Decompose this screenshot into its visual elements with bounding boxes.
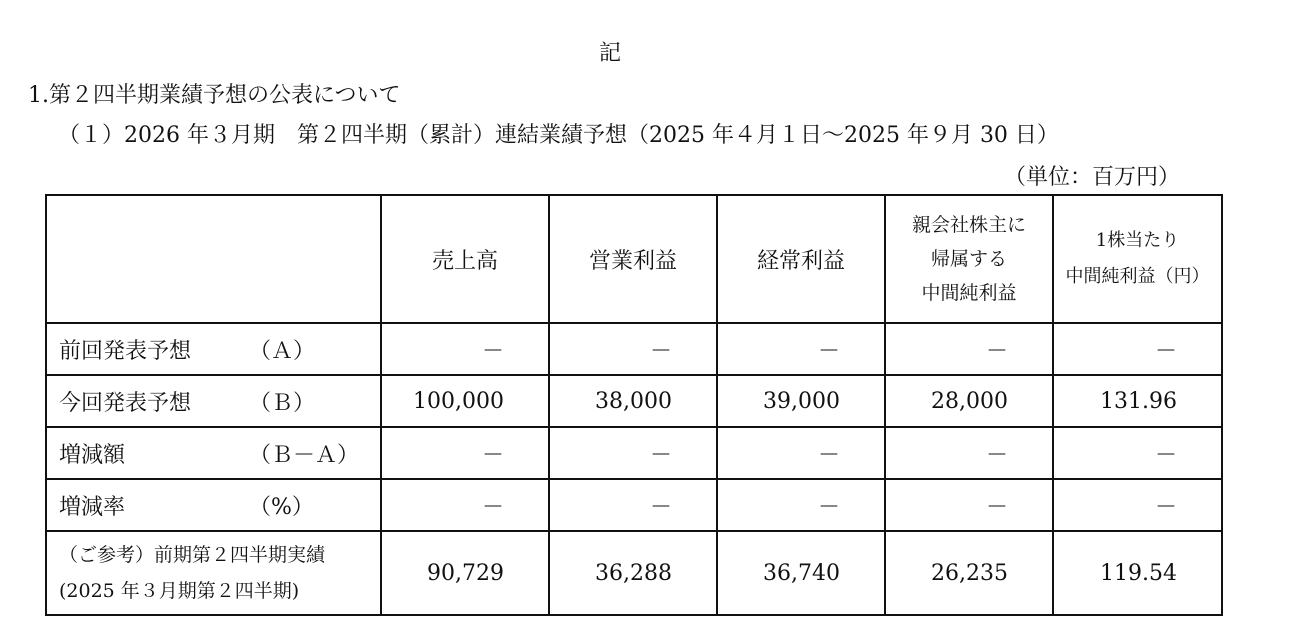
cell-operating-income: 38,000 <box>549 375 717 427</box>
cell-ordinary-income: － <box>717 479 885 531</box>
header-net-income-line3: 中間純利益 <box>921 282 1017 304</box>
cell-net-income: － <box>885 323 1053 375</box>
table-row-current-forecast <box>46 375 1222 427</box>
cell-operating-income: 36,288 <box>549 531 717 615</box>
unit-label: （単位：百万円） <box>1003 165 1180 190</box>
cell-eps: 131.96 <box>1053 375 1222 427</box>
ki-mark: 記 <box>598 41 621 66</box>
cell-sales: － <box>381 427 549 479</box>
table-row-previous-forecast <box>46 323 1222 375</box>
table-row-change-amount <box>46 427 1222 479</box>
cell-eps: 119.54 <box>1053 531 1222 615</box>
cell-sales: 100,000 <box>381 375 549 427</box>
header-eps-line2: 中間純利益（円） <box>1065 266 1210 287</box>
row-label-paren: （Ｂ） <box>249 390 316 416</box>
row-label-text: 増減率 <box>59 494 126 520</box>
header-net-income-line1: 親会社株主に <box>911 214 1026 236</box>
cell-operating-income: － <box>549 427 717 479</box>
cell-ordinary-income: 36,740 <box>717 531 885 615</box>
row-label-text: 今回発表予想 <box>59 390 192 416</box>
subsection-heading: （１）2026 年３月期 第２四半期（累計）連結業績予想（2025 年４月１日～2025 年９月 30 日） <box>58 123 1059 148</box>
row-label <box>46 375 381 427</box>
cell-sales: － <box>381 479 549 531</box>
table-row-change-rate <box>46 479 1222 531</box>
cell-eps: － <box>1053 479 1222 531</box>
row-label-text: 前回発表予想 <box>59 338 192 364</box>
row-label-line1: （ご参考）前期第２四半期実績 <box>59 544 326 566</box>
cell-operating-income: － <box>549 323 717 375</box>
row-label <box>46 323 381 375</box>
header-row <box>46 195 1222 323</box>
cell-ordinary-income: － <box>717 323 885 375</box>
cell-ordinary-income: － <box>717 427 885 479</box>
row-label-paren: （%） <box>249 494 314 520</box>
header-net-income-line2: 帰属する <box>930 248 1007 270</box>
cell-net-income: 26,235 <box>885 531 1053 615</box>
cell-sales: － <box>381 323 549 375</box>
row-label <box>46 479 381 531</box>
cell-ordinary-income: 39,000 <box>717 375 885 427</box>
table-row-prior-year-actual <box>46 531 1222 615</box>
cell-eps: － <box>1053 323 1222 375</box>
row-label-paren: （Ａ） <box>249 338 316 364</box>
header-sales: 売上高 <box>381 195 549 323</box>
row-label <box>46 531 381 615</box>
cell-net-income: － <box>885 427 1053 479</box>
header-blank-cell <box>46 195 381 323</box>
row-label-paren: （Ｂ－Ａ） <box>249 442 360 468</box>
row-label <box>46 427 381 479</box>
cell-net-income: － <box>885 479 1053 531</box>
header-operating-income: 営業利益 <box>549 195 717 323</box>
cell-operating-income: － <box>549 479 717 531</box>
row-label-line2: (2025 年３月期第２四半期) <box>59 580 300 602</box>
header-net-income <box>885 195 1053 323</box>
forecast-table <box>45 194 1223 616</box>
cell-sales: 90,729 <box>381 531 549 615</box>
section-heading: 1.第２四半期業績予想の公表について <box>28 83 401 108</box>
row-label-text: 増減額 <box>59 442 126 468</box>
header-eps-line1: 1株当たり <box>1095 230 1180 251</box>
cell-eps: － <box>1053 427 1222 479</box>
cell-net-income: 28,000 <box>885 375 1053 427</box>
header-ordinary-income: 経常利益 <box>717 195 885 323</box>
header-eps <box>1053 195 1222 323</box>
